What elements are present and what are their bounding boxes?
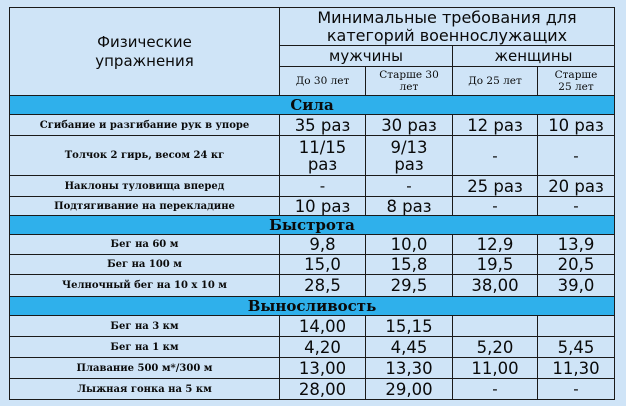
value-men-over-30: 15,15 xyxy=(366,316,453,337)
value-women-over-25: 5,45 xyxy=(538,337,615,358)
value-women-under-25: 19,5 xyxy=(453,255,538,275)
value-women-under-25: 25 раз xyxy=(453,176,538,197)
table-row xyxy=(10,176,615,197)
value-men-under-30: - xyxy=(280,176,366,197)
value-women-under-25: 12,9 xyxy=(453,235,538,255)
exercises-column-header: Физические упражнения xyxy=(10,8,280,96)
value-women-under-25: - xyxy=(453,136,538,176)
value-men-under-30: 15,0 xyxy=(280,255,366,275)
value-men-under-30: 14,00 xyxy=(280,316,366,337)
requirements-table xyxy=(9,7,615,400)
value-women-under-25: 11,00 xyxy=(453,358,538,379)
value-men-under-30: 13,00 xyxy=(280,358,366,379)
value-women-under-25: 38,00 xyxy=(453,275,538,297)
value-women-under-25: - xyxy=(453,197,538,216)
value-women-under-25 xyxy=(453,316,538,337)
value-men-under-30: 35 раз xyxy=(280,115,366,136)
value-women-over-25: - xyxy=(538,379,615,400)
value-women-over-25: 10 раз xyxy=(538,115,615,136)
men-group-header: мужчины xyxy=(280,46,453,67)
value-women-over-25: 20,5 xyxy=(538,255,615,275)
value-women-over-25: - xyxy=(538,136,615,176)
exercise-name: Наклоны туловища вперед xyxy=(10,176,280,197)
table-row xyxy=(10,316,615,337)
value-women-over-25: - xyxy=(538,197,615,216)
section-row-endurance xyxy=(10,297,615,316)
section-title: Выносливость xyxy=(10,297,615,316)
value-men-over-30: 15,8 xyxy=(366,255,453,275)
exercise-name: Бег на 1 км xyxy=(10,337,280,358)
value-men-over-30: 29,00 xyxy=(366,379,453,400)
table-row xyxy=(10,358,615,379)
exercise-name: Толчок 2 гирь, весом 24 кг xyxy=(10,136,280,176)
value-women-over-25: 20 раз xyxy=(538,176,615,197)
value-men-under-30: 9,8 xyxy=(280,235,366,255)
value-men-over-30: 9/13 раз xyxy=(366,136,453,176)
value-men-over-30: 13,30 xyxy=(366,358,453,379)
value-women-under-25: - xyxy=(453,379,538,400)
table-row xyxy=(10,115,615,136)
exercise-name: Бег на 100 м xyxy=(10,255,280,275)
value-women-over-25 xyxy=(538,316,615,337)
value-men-over-30: 30 раз xyxy=(366,115,453,136)
exercise-name: Челночный бег на 10 х 10 м xyxy=(10,275,280,297)
exercise-name: Лыжная гонка на 5 км xyxy=(10,379,280,400)
men-under-30-header: До 30 лет xyxy=(280,67,366,96)
section-row-speed xyxy=(10,216,615,235)
section-title: Сила xyxy=(10,96,615,115)
value-men-under-30: 28,00 xyxy=(280,379,366,400)
value-men-over-30: 8 раз xyxy=(366,197,453,216)
table-row xyxy=(10,197,615,216)
table-row xyxy=(10,275,615,297)
women-group-header: женщины xyxy=(453,46,615,67)
value-men-under-30: 10 раз xyxy=(280,197,366,216)
value-women-over-25: 39,0 xyxy=(538,275,615,297)
men-over-30-header: Старше 30 лет xyxy=(366,67,453,96)
value-men-under-30: 11/15 раз xyxy=(280,136,366,176)
exercise-name: Сгибание и разгибание рук в упоре xyxy=(10,115,280,136)
exercise-name: Бег на 3 км xyxy=(10,316,280,337)
value-women-over-25: 13,9 xyxy=(538,235,615,255)
section-title: Быстрота xyxy=(10,216,615,235)
table-row xyxy=(10,255,615,275)
section-row-strength xyxy=(10,96,615,115)
header-row-title xyxy=(10,8,615,46)
value-women-under-25: 12 раз xyxy=(453,115,538,136)
value-men-over-30: - xyxy=(366,176,453,197)
table-row xyxy=(10,379,615,400)
table-row xyxy=(10,235,615,255)
value-women-over-25: 11,30 xyxy=(538,358,615,379)
value-men-over-30: 29,5 xyxy=(366,275,453,297)
value-men-over-30: 10,0 xyxy=(366,235,453,255)
value-men-under-30: 28,5 xyxy=(280,275,366,297)
requirements-title: Минимальные требования для категорий военнослужащих xyxy=(280,8,615,46)
exercise-name: Бег на 60 м xyxy=(10,235,280,255)
table-row xyxy=(10,136,615,176)
exercise-name: Подтягивание на перекладине xyxy=(10,197,280,216)
value-men-over-30: 4,45 xyxy=(366,337,453,358)
value-men-under-30: 4,20 xyxy=(280,337,366,358)
table-row xyxy=(10,337,615,358)
value-women-under-25: 5,20 xyxy=(453,337,538,358)
women-under-25-header: До 25 лет xyxy=(453,67,538,96)
exercise-name: Плавание 500 м*/300 м xyxy=(10,358,280,379)
women-over-25-header: Старше 25 лет xyxy=(538,67,615,96)
